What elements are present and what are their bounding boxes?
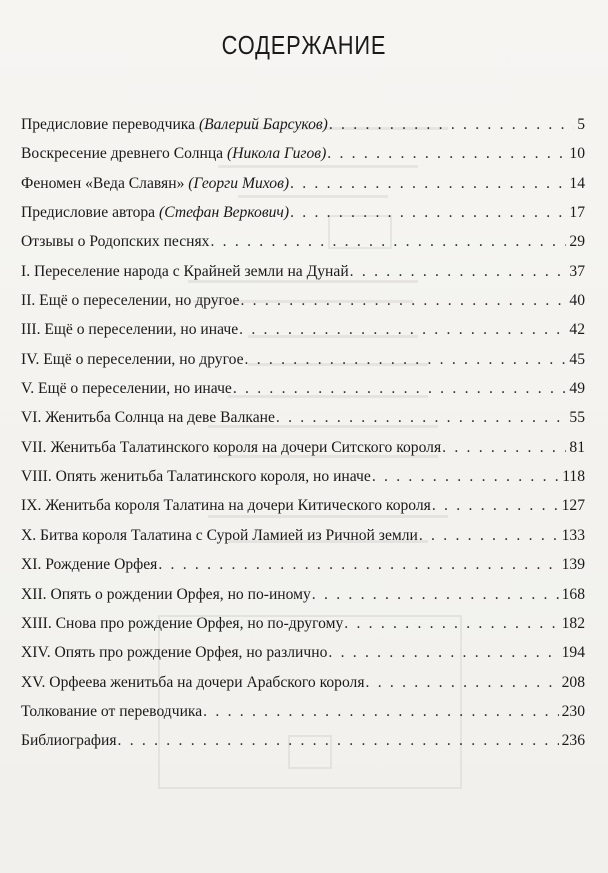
dot-leader — [203, 697, 558, 726]
toc-entry-label: IV. Ещё о переселении, но другое — [21, 350, 244, 368]
dot-leader — [372, 462, 559, 491]
toc-entry-page-number: 139 — [561, 556, 585, 574]
toc-entry-title — [21, 315, 238, 344]
toc-entry-label: Отзывы о Родопских песнях — [21, 233, 210, 251]
dot-leader — [276, 403, 567, 432]
toc-entry-page-number: 168 — [561, 585, 585, 603]
toc-entry-label: XII. Опять о рождении Орфея, но по-иному — [21, 585, 311, 603]
toc-entry — [21, 668, 585, 697]
dot-leader — [419, 521, 559, 550]
dot-leader — [432, 491, 559, 520]
dot-leader — [328, 638, 558, 667]
toc-entry-page-number: 133 — [561, 526, 585, 544]
toc-entry-author: (Стефан Веркович) — [159, 204, 290, 222]
toc-entry-label: Библиография — [21, 732, 117, 750]
dot-leader — [327, 139, 566, 168]
toc-entry-label: VIII. Опять женитьба Талатинского короля, но иначе — [21, 468, 371, 486]
toc-entry — [21, 433, 585, 462]
dot-leader — [290, 169, 566, 198]
toc-entry-label: Толкование от переводчика — [21, 702, 203, 720]
toc-entry-title — [21, 550, 157, 579]
toc-entry-title — [21, 257, 349, 286]
toc-entry-page-number: 42 — [569, 321, 585, 339]
toc-entry-title — [21, 433, 441, 462]
toc-entry-page-number: 118 — [562, 468, 585, 486]
toc-entry — [21, 139, 585, 168]
dot-leader — [290, 198, 566, 227]
toc-entry — [21, 315, 585, 344]
page-title: СОДЕРЖАНИЕ — [221, 30, 387, 60]
toc-entry — [21, 550, 585, 579]
toc-entry — [21, 257, 585, 286]
toc-entry-label: II. Ещё о переселении, но другое — [21, 292, 240, 310]
toc-entry-page-number: 45 — [569, 350, 585, 368]
toc-entry — [21, 462, 585, 491]
toc-entry-label: XIV. Опять про рождение Орфея, но различно — [21, 644, 328, 662]
toc-entry-page-number: 29 — [569, 233, 585, 251]
toc-entry — [21, 491, 585, 520]
toc-entry-title — [21, 227, 209, 256]
toc-entry — [21, 227, 585, 256]
toc-entry — [21, 580, 585, 609]
toc-entry-title — [21, 580, 311, 609]
table-of-contents — [21, 110, 585, 756]
dot-leader — [442, 433, 566, 462]
toc-entry-title — [21, 668, 365, 697]
dot-leader — [118, 726, 559, 755]
dot-leader — [350, 257, 567, 286]
toc-entry-title — [21, 110, 328, 139]
toc-entry — [21, 374, 585, 403]
toc-entry-label: Феномен «Веда Славян» — [21, 174, 189, 192]
toc-entry-page-number: 127 — [561, 497, 585, 515]
toc-entry-page-number: 37 — [569, 262, 585, 280]
toc-entry-label: IX. Женитьба короля Талатина на дочери Китического короля — [21, 497, 431, 515]
toc-entry-label: Предисловие автора — [21, 204, 159, 222]
toc-entry — [21, 521, 585, 550]
toc-entry-label: V. Ещё о переселении, но иначе — [21, 380, 232, 398]
toc-entry-label: XIII. Снова про рождение Орфея, но по-другому — [21, 614, 344, 632]
toc-entry-label: XI. Рождение Орфея — [21, 556, 158, 574]
toc-entry — [21, 403, 585, 432]
toc-entry-title — [21, 374, 232, 403]
toc-entry-page-number: 5 — [577, 116, 585, 133]
dot-leader — [239, 315, 566, 344]
toc-entry-title — [21, 491, 431, 520]
toc-entry-title — [21, 169, 289, 198]
toc-entry-page-number: 182 — [561, 614, 585, 632]
toc-entry — [21, 638, 585, 667]
toc-entry-title — [21, 286, 239, 315]
dot-leader — [240, 286, 566, 315]
toc-entry-title — [21, 638, 327, 667]
toc-entry-label: XV. Орфеева женитьба на дочери Арабского короля — [21, 673, 365, 691]
toc-entry — [21, 609, 585, 638]
toc-entry-page-number: 230 — [561, 702, 585, 720]
toc-entry — [21, 169, 585, 198]
toc-entry — [21, 198, 585, 227]
dot-leader — [312, 580, 559, 609]
toc-entry-title — [21, 521, 418, 550]
dot-leader — [245, 345, 567, 374]
toc-entry-label: III. Ещё о переселении, но иначе — [21, 321, 239, 339]
toc-entry-title — [21, 462, 371, 491]
toc-entry-page-number: 55 — [569, 409, 585, 427]
toc-entry-title — [21, 697, 202, 726]
toc-entry-page-number: 236 — [561, 732, 585, 750]
dot-leader — [210, 227, 566, 256]
toc-entry-page-number: 40 — [569, 292, 585, 310]
dot-leader — [329, 110, 574, 139]
dot-leader — [158, 550, 558, 579]
toc-entry-page-number: 194 — [561, 644, 585, 662]
toc-entry-title — [21, 345, 244, 374]
toc-entry-title — [21, 726, 117, 755]
toc-entry-title — [21, 198, 289, 227]
toc-entry-title — [21, 139, 326, 168]
toc-entry-label: Предисловие переводчика — [21, 116, 199, 133]
toc-entry-author: (Валерий Барсуков) — [198, 116, 328, 133]
toc-entry — [21, 726, 585, 755]
toc-entry — [21, 697, 585, 726]
toc-entry-label: I. Переселение народа с Крайней земли на Дунай — [21, 262, 349, 280]
toc-entry — [21, 345, 585, 374]
dot-leader — [233, 374, 567, 403]
toc-entry-title — [21, 609, 343, 638]
toc-entry-page-number: 10 — [569, 145, 585, 163]
toc-entry — [21, 286, 585, 315]
toc-entry — [21, 110, 585, 139]
toc-entry-title — [21, 403, 275, 432]
dot-leader — [344, 609, 558, 638]
toc-entry-page-number: 208 — [561, 673, 585, 691]
toc-entry-label: Воскресение древнего Солнца — [21, 145, 228, 163]
toc-entry-label: VII. Женитьба Талатинского короля на дочери Ситского короля — [21, 438, 442, 456]
toc-entry-page-number: 14 — [569, 174, 585, 192]
toc-entry-page-number: 17 — [569, 204, 585, 222]
toc-entry-author: (Никола Гигов) — [227, 145, 327, 163]
toc-entry-label: X. Битва короля Талатина с Сурой Ламией из Ричной земли — [21, 526, 418, 544]
toc-entry-label: VI. Женитьба Солнца на деве Валкане — [21, 409, 275, 427]
dot-leader — [366, 668, 559, 697]
toc-entry-page-number: 81 — [569, 438, 585, 456]
toc-entry-page-number: 49 — [569, 380, 585, 398]
toc-entry-author: (Георги Михов) — [188, 174, 290, 192]
